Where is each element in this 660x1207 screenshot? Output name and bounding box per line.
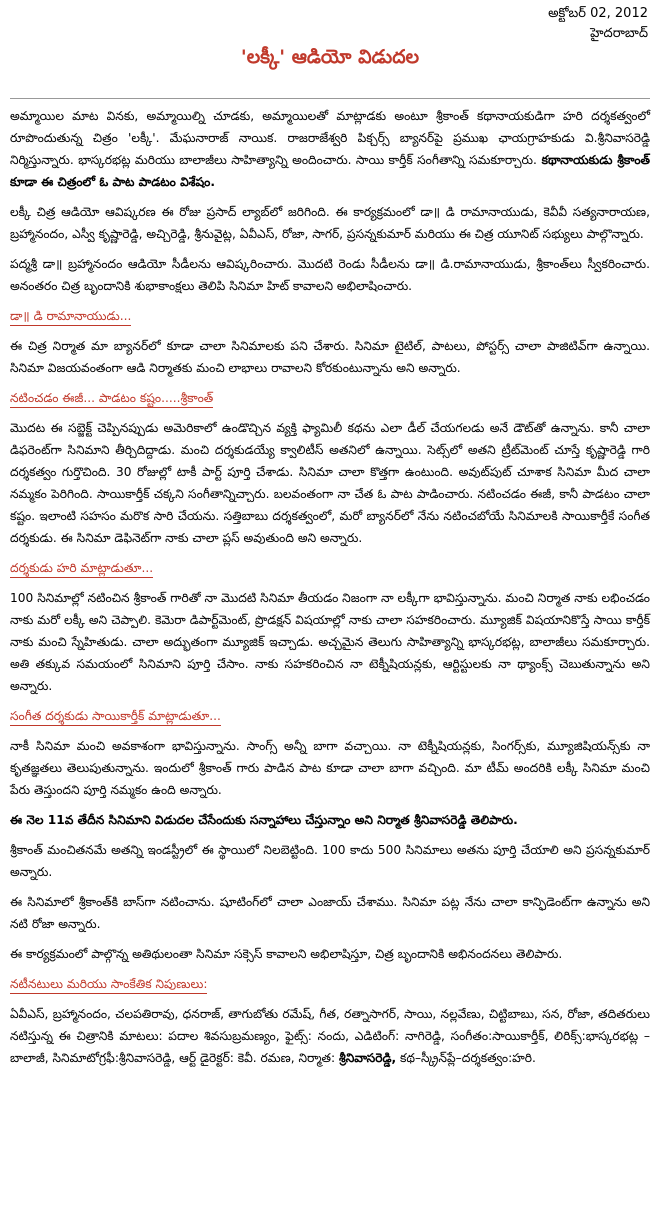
paragraph-ramanaidu: ఈ చిత్ర నిర్మాత మా బ్యానర్‌లో కూడా చాలా సినిమాలకు పని చేశారు. సినిమా టైటిల్, పాటలు, పోస్టర్స్ చాలా పాజిటివ్‌గా ఉన్నాయి. సినిమా విజయవంతంగా ఆడి నిర్మాతకు మంచి లాభాలు రావాలని కోరకుంటున్నాను అని అన్నారు. xyxy=(10,339,650,375)
paragraph-music-director: నాకీ సినిమా మంచి అవకాశంగా భావిస్తున్నాను. సాంగ్స్ అన్నీ బాగా వచ్చాయి. నా టెక్నీషియన్లకు, సింగర్స్‌కు, మ్యూజిషియన్స్‌కు నా కృతజ్ఞతలు తెలుపుతున్నాను. ఇందులో శ్రీకాంత్ గారు పాడిన పాట కూడా చాలా బాగా వచ్చింది. మా టీమ్ అందరికి లక్కీ సినిమా మంచి పేరు తెస్తుందని పూర్తి నమ్మకం ఉంది అన్నారు. xyxy=(10,739,650,797)
divider xyxy=(10,98,650,99)
heading-credits xyxy=(10,973,650,995)
dateline xyxy=(548,4,648,44)
paragraph-credits xyxy=(10,1003,650,1069)
place-text: హైదరాబాద్ xyxy=(590,26,648,41)
heading-srikanth-text: నటించడం ఈజీ... పాడటం కష్టం.....శ్రీకాంత్ xyxy=(10,391,213,408)
credits-tail: కథ–స్క్రీన్‌ప్లే–దర్శకత్వం:హరి. xyxy=(396,1051,536,1065)
paragraph-intro-highlight: కథానాయకుడు శ్రీకాంత్ కూడా ఈ చిత్రంలో ఓ పాట పాడటం విశేషం. xyxy=(10,153,650,189)
paragraph-director: 100 సినిమాల్లో నటించిన శ్రీకాంత్ గారితో నా మొదటి సినిమా తీయడం నిజంగా నా లక్కీగా భావిస్తున్నాను. మంచి నిర్మాత నాకు లభించడం నాకు మరో లక్కీ అని చెప్పాలి. కెమెరా డిపార్ట్‌మెంట్, ప్రొడక్షన్ విషయాల్లో నాకు చాలా సహకరించారు. మ్యూజిక్ విషయానికొస్తే సాయి కార్తీక్ నాకు మంచి స్నేహితుడు. చాలా అద్భుతంగా మ్యూజిక్ ఇచ్చాడు. అచ్చమైన తెలుగు సాహిత్యాన్ని భాస్కరభట్ల, బాలాజీలు సమకూర్చారు. అతి తక్కువ సమయంలో సినిమాని పూర్తి చేసాం. నాకు సహకరించిన నా టెక్నీషియన్లకు, ఆర్టిస్టులకు నా థ్యాంక్స్ చెబుతున్నాను అని అన్నారు. xyxy=(10,591,650,693)
paragraph-launch: పద్మశ్రీ డా॥ బ్రహ్మానందం ఆడియో సీడీలను ఆవిష్కరించారు. మొదటి రెండు సీడీలను డా॥ డి.రామానాయుడు, శ్రీకాంత్‌లు స్వీకరించారు. అనంతరం చిత్ర బృందానికి శుభాకాంక్షలు తెలిపి సినిమా హిట్ కావాలని అభిలాషించారు. xyxy=(10,257,650,293)
paragraph-release xyxy=(10,809,650,831)
paragraph-prasanna: శ్రీకాంత్ మంచితనమే అతన్ని ఇండస్ట్రీలో ఈ స్థాయిలో నిలబెట్టింది. 100 కాదు 500 సినిమాలు అతను పూర్తి చేయాలి అని ప్రసన్నకుమార్ అన్నారు. xyxy=(10,843,650,879)
heading-director xyxy=(10,557,650,579)
heading-music-director-text: సంగీత దర్శకుడు సాయికార్తీక్ మాట్లాడుతూ... xyxy=(10,709,221,726)
heading-ramanaidu xyxy=(10,305,650,327)
date-text: అక్టోబర్ 02, 2012 xyxy=(548,6,648,21)
paragraph-srikanth: మొదట ఈ సబ్జెక్ట్ చెప్పినప్పుడు అమెరికాలో ఉండొచ్చిన వ్యక్తి ఫ్యామిలీ కథను ఎలా డీల్ చేయగలడు అనే డౌట్‌తో ఉన్నాను. కానీ చాలా డిఫరెంట్‌గా సినిమాని తీర్చిదిద్దాడు. మంచి దర్శకుడయ్యే క్వాలిటీస్ అతనిలో ఉన్నాయి. సెట్స్‌లో అతని ట్రీట్‌మెంట్ చూస్తే కృష్ణారెడ్డి గారి దర్శకత్వం గుర్తొచింది. 30 రోజుల్లో టాకీ పార్ట్ పూర్తి చేశాడు. సినిమా చాలా కొత్తగా ఉంటుంది. అవుట్‌పుట్ చూశాక సినిమా మీద చాలా నమ్మకం పెరిగింది. సాయికార్తీక్ చక్కని సంగీతాన్నిచ్చారు. బలవంతంగా నా చేత ఓ పాట పాడించారు. నటించడం ఈజీ, కానీ పాడటం చాలా కష్టం. ఇలాంటి సహసం మరొక సారి చేయను. సత్తిబాబు దర్శకత్వంలో, మరో బ్యానర్‌లో నేను నటించబోయే సినిమాలకి సాయికార్తీకే సంగీత దర్శకుడు. ఈ సినిమా డెఫినెట్‌గా నాకు చాలా ప్లస్ అవుతుంది అని అన్నారు. xyxy=(10,421,650,545)
paragraph-release-text: ఈ నెల 11వ తేదీన సినిమాని విడుదల చేసేందుకు సన్నాహాలు చేస్తున్నాం అని నిర్మాత శ్రీనివాసరెడ్డి తెలిపారు. xyxy=(10,813,518,827)
page-title: 'లక్కీ' ఆడియో విడుదల xyxy=(240,46,420,68)
article-body xyxy=(10,92,650,1077)
paragraph-event: లక్కీ చిత్ర ఆడియో ఆవిష్కరణ ఈ రోజు ప్రసాద్ ల్యాబ్‌లో జరిగింది. ఈ కార్యక్రమంలో డా॥ డి రామానాయుడు, కెవీవీ సత్యనారాయణ, బ్రహ్మానందం, ఎస్వీ కృష్ణారెడ్డి, అచ్చిరెడ్డి, శ్రీనువైట్ల, ఏవీఎస్, రోజా, సాగర్, ప్రసన్నకుమార్ మరియు ఈ చిత్ర యూనిట్ సభ్యులు పాల్గొన్నారు. xyxy=(10,205,650,241)
heading-ramanaidu-text: డా॥ డి రామానాయుడు... xyxy=(10,309,131,326)
heading-director-text: దర్శకుడు హరి మాట్లాడుతూ... xyxy=(10,561,153,578)
paragraph-guests: ఈ కార్యక్రమంలో పాల్గొన్న అతిథులంతా సినిమా సక్సెస్ కావాలని అభిలాషిస్తూ, చిత్ర బృందానికి అభినందనలు తెలిపారు. xyxy=(10,947,563,961)
credits-producer: శ్రీనివాసరెడ్డి, xyxy=(339,1051,397,1065)
heading-music-director xyxy=(10,705,650,727)
heading-credits-text: నటీనటులు మరియు సాంకేతిక నిపుణులు: xyxy=(10,977,207,994)
paragraph-intro-text: అమ్మాయిల మాట వినకు, అమ్మాయిల్ని చూడకు, అమ్మాయిలతో మాట్లాడకు అంటూ శ్రీకాంత్ కథానాయకుడిగా హరి దర్శకత్వంలో రూపొందుతున్న చిత్రం 'లక్కీ'. మేఘనారాజ్ నాయిక. రాజరాజేశ్వరి పిక్చర్స్ బ్యానర్‌పై ప్రముఖ ఛాయగ్రాహకుడు వి.శ్రీనివాసరెడ్డి నిర్మిస్తున్నారు. భాస్కరభట్ల మరియు బాలాజీలు సాహిత్యాన్ని అందించారు. సాయి కార్తీక్ సంగీతాన్ని సమకూర్చారు. xyxy=(10,109,650,167)
heading-srikanth xyxy=(10,387,650,409)
paragraph-intro xyxy=(10,105,650,193)
credits-text: ఏవీఎస్, బ్రహ్మానందం, చలపతిరావు, ధనరాజ్, తాగుబోతు రమేష్, గీత, రత్నాసాగర్, సాయి, నల్లవేణు, చిట్టిబాబు, సన, రోజా, తదితరులు నటిస్తున్న ఈ చిత్రానికి మాటలు: పదాల శివసుబ్రమణ్యం, ఫైట్స్: నందు, ఎడిటింగ్: నాగిరెడ్డి, సంగీతం:సాయికార్తీక్, లిరిక్స్:భాస్కరభట్ల – బాలాజీ, సినిమాటోగ్రఫీ:శ్రీనివాసరెడ్డి, ఆర్ట్ డైరెక్టర్: కెవీ. రమణ, నిర్మాత: xyxy=(10,1007,650,1065)
paragraph-roja: ఈ సినిమాలో శ్రీకాంత్‌కి బాస్‌గా నటించాను. షూటింగ్‌లో చాలా ఎంజాయ్ చేశాము. సినిమా పట్ల నేను చాలా కాన్ఫిడెంట్‌గా ఉన్నాను అని నటి రోజా అన్నారు. xyxy=(10,895,650,931)
